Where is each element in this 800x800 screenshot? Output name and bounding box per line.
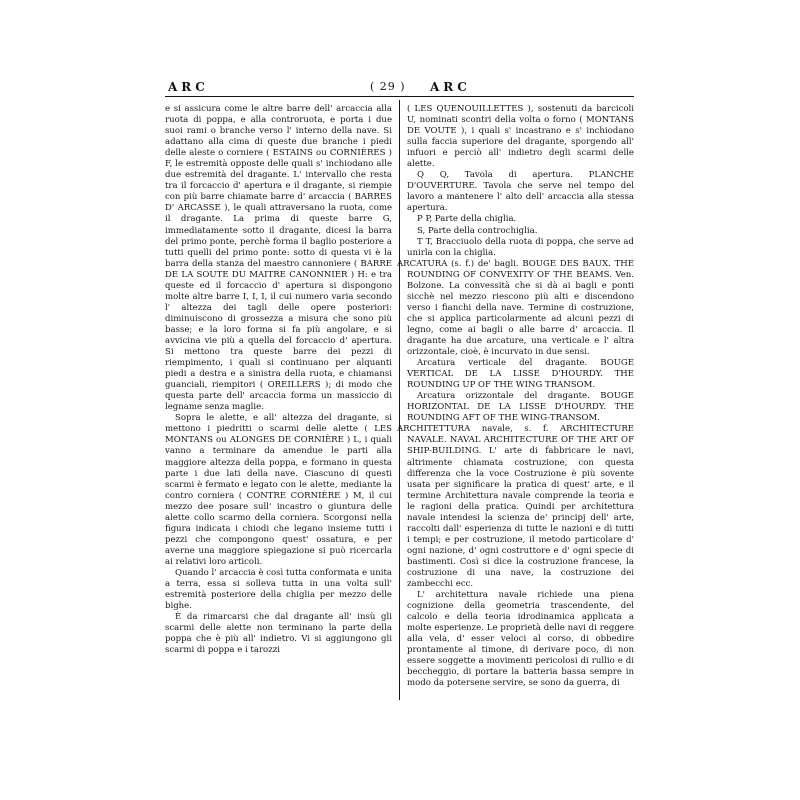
column-divider: [399, 100, 400, 700]
left-paragraph-3: Quando l' arcaccia è così tutta conformata e unita a terra, essa si solleva tutta in una volta sull' estremità posteriore della chiglia per mezzo delle bighe.: [165, 567, 392, 612]
arcatura-orizzontale: Arcatura orizzontale del dragante. BOUGE HORIZONTAL DE LA LISSE D'HOURDY. THE ROUNDING AFT OF THE WING-TRANSOM.: [407, 391, 634, 424]
right-entry-qq: Q Q, Tavola di apertura. PLANCHE D'OUVERTURE. Tavola che serve nel tempo del lavoro a mantenere l' alto dell' arcaccia alla stessa apertura.: [407, 170, 634, 214]
left-paragraph-1: e si assicura come le altre barre dell' arcaccia alla ruota di poppa, e alla controruota, e porta i due suoi rami o branche verso l' interno della nave. Si adattano alla cima di queste due branche i piedi delle aleste o corniere ( ESTAINS ou CORNIÈRES ) F, le estremità opposte delle quali s' inchiodano alle due estremità del dragante. L' intervallo che resta tra il forcaccio d' apertura e il dragante, si riempie con più barre chiamate barre d' arcaccia ( BARRES D' ARCASSE ), le quali attraversano la ruota, come il dragante. La prima di queste barre G, immediatamente sotto il dragante, dicesi la barra del primo ponte, perchè forma il baglio posteriore a tutti quelli del primo ponte: sotto di questa vi è la barra della stanza del maestro cannoniere ( BARRE DE LA SOUTE DU MAITRE CANONNIER ) H: e tra queste ed il forcaccio d' apertura si dispongono molte altre barre I, I, I, il cui numero varia secondo l' altezza dei tagli delle opere posteriori: diminuiscono di grossezza a misura che sono più basse; e la loro forma si fa più angolare, e si avvicina vie più a quella del forcaccio d' apertura. Si mettono tra queste barre dei pezzi di riempimento, i quali si continuano per alquanti piedi a destra e a sinistra della ruota, e chiamansi guanciali, riempitori ( OREILLERS ); di modo che questa parte dell' arcaccia forma un massiccio di legname senza maglie.: [165, 104, 392, 413]
left-column: [165, 104, 392, 656]
header-rule: [165, 96, 634, 97]
entry-architettura: ARCHITETTURA navale, s. f. ARCHITECTURE NAVALE. NAVAL ARCHITECTURE OF THE ART OF SHIP-BUILDING. L' arte di fabbricare le navi, altrimente chiamata costruzione, con questa differenza che la voce Costruzione è più sovente usata per significare la pratica di quest' arte, e il termine Architettura navale comprende la teoria e le ragioni della pratica. Quindi per architettura navale intendesi la scienza de' principj dell' arte, raccolti dall' esperienza di tutte le nazioni e di tutti i tempi; e per costruzione, il metodo particolare d' ogni nazione, d' ogni costruttore e d' ogni specie di bastimenti. Così si dice la costruzione francese, la costruzione di una nave, la costruzione dei zambecchi ecc.: [397, 424, 634, 590]
right-paragraph-1: ( LES QUENOUILLETTES ), sostenuti da barcicoli U, nominati scontri della volta o forno ( MONTANS DE VOUTE ), i quali s' incastrano e s' inchiodano sulla faccia superiore del dragante, sporgendo all' infuori e perciò all' indietro degli scarmi delle alette.: [407, 104, 634, 170]
left-paragraph-4: È da rimarcarsi che dal dragante all' insù gli scarmi delle alette non terminano la parte della poppa che è più all' indietro. Vi si aggiungono gli scarmi di poppa e i tarozzi: [165, 612, 392, 656]
architettura-paragraph-2: L' architettura navale richiede una piena cognizione della geometria trascendente, del calcolo e della teoria idrodinamica applicata a molte esperienze. Le proprietà delle navi di reggere alla vela, d' esser veloci al corso, di obbedire prontamente al timone, di derivare poco, di non essere soggette a movimenti pericolosi di rullio e di beccheggio, di portare la batteria bassa sempre in modo da potersene servire, se sono da guerra, di: [407, 590, 634, 689]
header-left-word: ARC: [168, 80, 209, 94]
right-entry-s: S, Parte della controchiglia.: [417, 225, 538, 236]
left-paragraph-2: Sopra le alette, e all' altezza del dragante, si mettono i piedritti o scarmi delle alette ( LES MONTANS ou ALONGES DE CORNIÈRE ) L, i quali vanno a terminare da amendue le parti alla maggiore altezza della poppa, e formano in questa parte i due lati della nave. Ciascuno di questi scarmi è fermato e legato con le alette, mediante la contro corniera ( CONTRE CORNIÈRE ) M, il cui mezzo dee posare sull' incastro o giuntura delle alette collo scarmo della corniera. Scorgonsi nella figura indicata i chiodi che legano insieme tutti i pezzi che compongono quest' ossatura, e per averne una maggiore spiegazione si può ricercarla ai relativi loro articoli.: [165, 413, 392, 567]
right-entry-pp: P P, Parte della chiglia.: [417, 214, 517, 225]
arcatura-verticale: Arcatura verticale del dragante. BOUGE VERTICAL DE LA LISSE D'HOURDY. THE ROUNDING UP OF THE WING TRANSOM.: [407, 358, 634, 391]
right-entry-tt: T T, Bracciuolo della ruota di poppa, che serve ad unirla con la chiglia.: [407, 236, 634, 258]
right-column: [397, 104, 634, 689]
entry-arcatura: ARCATURA (s. f.) de' bagli. BOUGE DES BAUX. THE ROUNDING OF CONVEXITY OF THE BEAMS. Ven. Bolzone. La convessità che si dà ai bagli e ponti sicchè nel mezzo riescono più alti e discendono verso i fianchi della nave. Termine di costruzione, che si applica particolarmente ad alcuni pezzi di legno, come ai bagli o alle barre d' arcaccia. Il dragante ha due arcature, una verticale e l' altra orizzontale, cioè, è incurvato in due sensi.: [397, 258, 634, 358]
header-right-word: ARC: [430, 80, 471, 94]
page-number: ( 29 ): [370, 80, 406, 93]
